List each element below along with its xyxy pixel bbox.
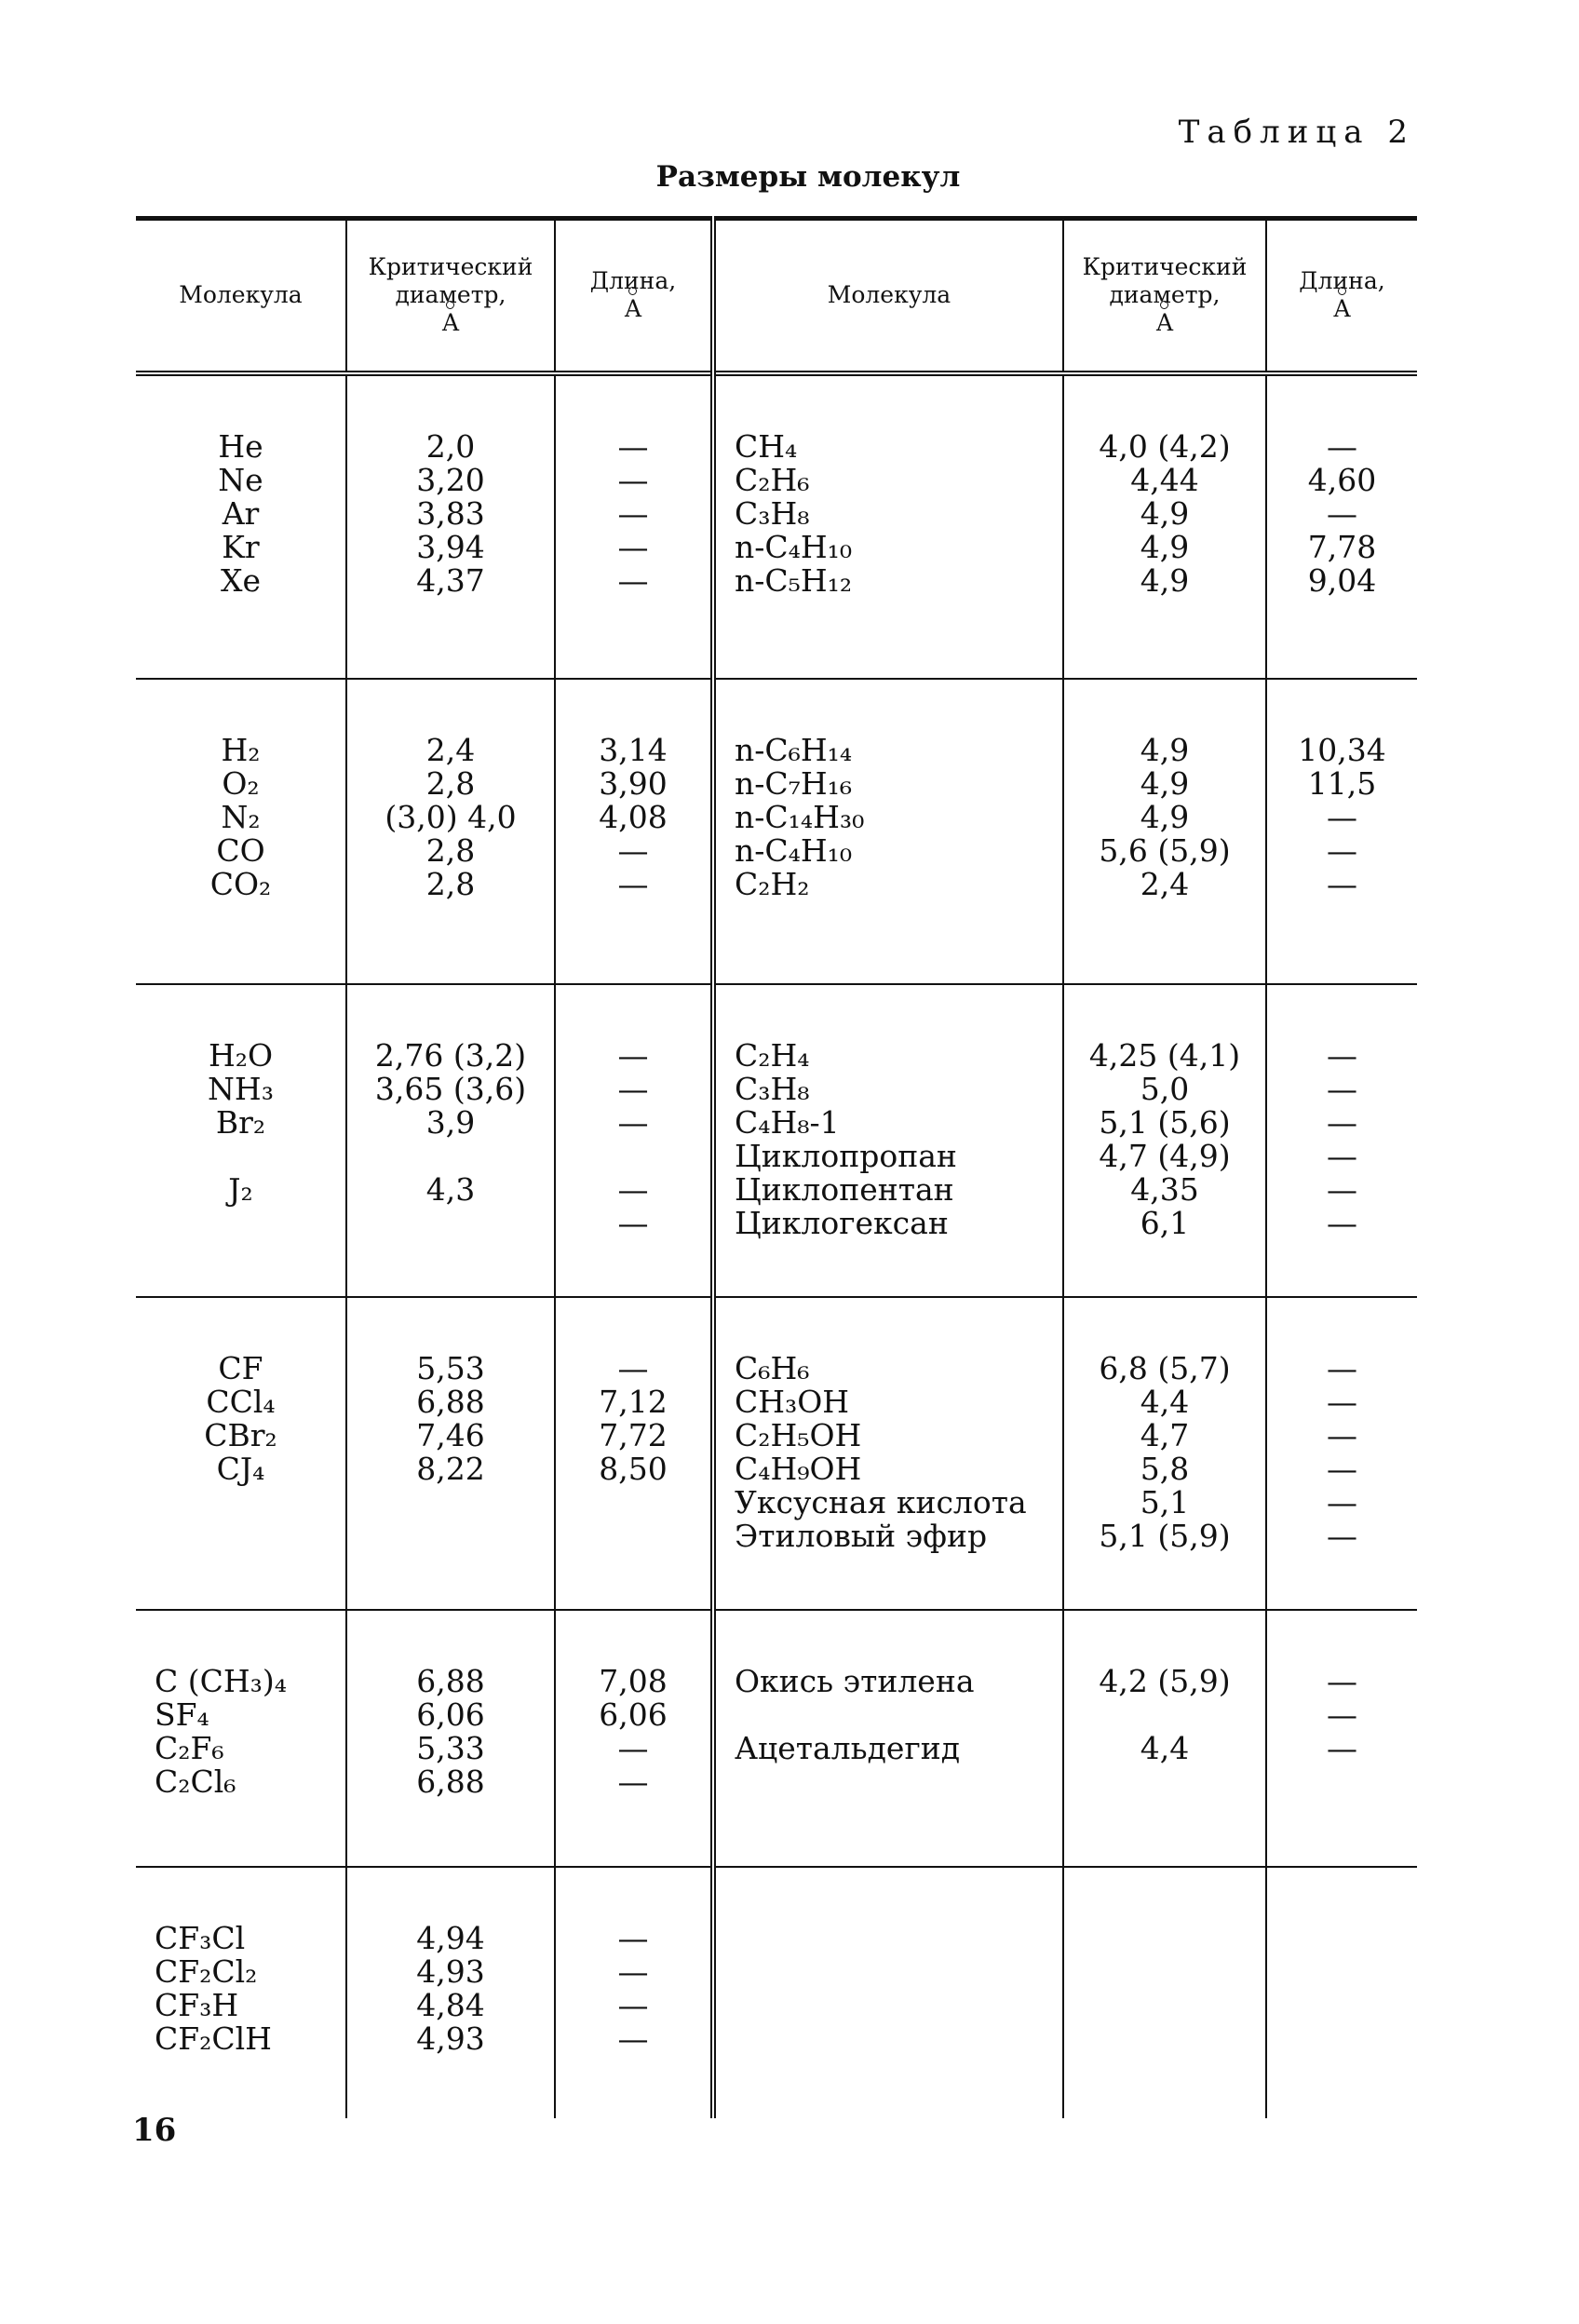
- cell-value: 3,94: [416, 528, 485, 565]
- cell-value: 8,22: [416, 1450, 485, 1487]
- cell-value: 6,1: [1140, 1204, 1190, 1241]
- cell-value: 4,9: [1140, 798, 1190, 835]
- table-row: [136, 1297, 1417, 1610]
- cell-value: Xe: [220, 561, 262, 599]
- cell-value: CO: [216, 831, 265, 869]
- table-row: [136, 679, 1417, 984]
- cell-value: CF₂ClH: [155, 2020, 272, 2057]
- cell-value: —: [1327, 1696, 1357, 1733]
- cell-value: —: [617, 831, 649, 869]
- cell-value: CH₄: [735, 427, 798, 465]
- cell-value: 4,9: [1140, 528, 1190, 565]
- table-row: [136, 1867, 1417, 2118]
- critical-diameter-cell: [346, 373, 555, 679]
- cell-value: 4,60: [1307, 461, 1377, 498]
- cell-value: C₃H₈: [735, 1070, 810, 1107]
- cell-value: —: [617, 1036, 649, 1074]
- cell-value: [348, 1207, 553, 1240]
- cell-value: —: [1327, 798, 1357, 835]
- cell-value: —: [617, 1204, 649, 1241]
- cell-value: 2,4: [425, 731, 476, 768]
- cell-value: CCl₄: [206, 1383, 276, 1420]
- cell-value: —: [617, 2020, 649, 2057]
- cell-value: —: [1327, 1036, 1357, 1074]
- cell-value: Окись этилена: [735, 1662, 975, 1699]
- molecule-cell: [136, 679, 346, 984]
- cell-value: 4,35: [1130, 1170, 1199, 1208]
- cell-value: 9,04: [1307, 561, 1377, 599]
- cell-value: n-C₄H₁₀: [735, 831, 853, 869]
- cell-value: n-C₇H₁₆: [735, 764, 853, 802]
- cell-value: —: [1327, 1383, 1357, 1420]
- cell-value: —: [1327, 427, 1357, 465]
- cell-value: 4,84: [416, 1986, 485, 2023]
- critical-diameter-cell: [346, 679, 555, 984]
- cell-value: 4,7: [1140, 1416, 1190, 1453]
- molecule-cell: [136, 1297, 346, 1610]
- cell-value: C₂Cl₆: [155, 1763, 236, 1800]
- cell-value: C₄H₈-1: [735, 1103, 840, 1141]
- critical-diameter-cell: [346, 1867, 555, 2118]
- angstrom-symbol: A: [1155, 309, 1174, 337]
- cell-value: —: [1327, 1070, 1357, 1107]
- cell-value: 4,37: [416, 561, 485, 599]
- cell-value: 4,3: [425, 1170, 476, 1208]
- length-cell: [1266, 373, 1417, 679]
- cell-value: n-C₁₄H₃₀: [735, 798, 865, 835]
- cell-value: [137, 1207, 344, 1240]
- cell-value: Ацетальдегид: [735, 1729, 961, 1766]
- cell-value: Ar: [222, 494, 260, 532]
- cell-value: CH₃OH: [735, 1383, 850, 1420]
- cell-value: 2,0: [425, 427, 476, 465]
- cell-value: He: [218, 427, 263, 465]
- cell-value: [348, 1140, 553, 1173]
- cell-value: CF: [218, 1349, 263, 1386]
- critical-diameter-cell: [1063, 1867, 1266, 2118]
- critical-diameter-cell: [1063, 679, 1266, 984]
- header-molecule-right: Молекула: [713, 219, 1063, 373]
- cell-value: —: [1327, 1349, 1357, 1386]
- cell-value: CF₂Cl₂: [155, 1952, 258, 1990]
- cell-value: —: [617, 1170, 649, 1208]
- molecule-sizes-table: [136, 216, 1417, 2118]
- critical-diameter-cell: [346, 984, 555, 1297]
- cell-value: CF₃H: [155, 1986, 239, 2023]
- cell-value: [735, 1698, 1061, 1732]
- length-cell: [1266, 1610, 1417, 1867]
- cell-value: —: [617, 1070, 649, 1107]
- cell-value: —: [1327, 1416, 1357, 1453]
- cell-value: 2,76 (3,2): [374, 1036, 527, 1074]
- cell-value: C₆H₆: [735, 1349, 810, 1386]
- cell-value: 6,06: [416, 1696, 485, 1733]
- cell-value: CO₂: [209, 865, 272, 902]
- cell-value: —: [1327, 1517, 1357, 1554]
- table-caption: Таблица 2: [1178, 114, 1415, 151]
- cell-value: —: [617, 1349, 649, 1386]
- cell-value: —: [617, 865, 649, 902]
- length-cell: [555, 984, 713, 1297]
- cell-value: 4,25 (4,1): [1088, 1036, 1241, 1074]
- molecule-cell: [713, 1867, 1063, 2118]
- cell-value: C₂H₂: [735, 865, 810, 902]
- cell-value: [137, 1140, 344, 1173]
- cell-value: 4,4: [1140, 1383, 1190, 1420]
- cell-value: 7,78: [1307, 528, 1377, 565]
- cell-value: C₃H₈: [735, 494, 810, 532]
- table-row: [136, 373, 1417, 679]
- header-critical-diameter-left: Критический диаметр, A: [346, 219, 555, 373]
- header-length-right: Длина, A: [1266, 219, 1417, 373]
- cell-value: H₂O: [208, 1036, 274, 1074]
- cell-value: —: [1327, 1204, 1357, 1241]
- cell-value: Циклопропан: [735, 1137, 957, 1174]
- cell-value: 4,93: [416, 1952, 485, 1990]
- cell-value: 4,44: [1130, 461, 1199, 498]
- cell-value: 4,4: [1140, 1729, 1190, 1766]
- cell-value: —: [617, 1729, 649, 1766]
- cell-value: Циклопентан: [735, 1170, 954, 1208]
- header-row: [136, 219, 1417, 373]
- table-row: [136, 1610, 1417, 1867]
- cell-value: Kr: [222, 528, 260, 565]
- cell-value: —: [617, 1952, 649, 1990]
- cell-value: 3,14: [599, 731, 668, 768]
- cell-value: 5,1: [1140, 1483, 1190, 1520]
- cell-value: 4,9: [1140, 561, 1190, 599]
- molecule-cell: [713, 679, 1063, 984]
- table-row: [136, 984, 1417, 1297]
- cell-value: C₂H₄: [735, 1036, 810, 1074]
- cell-value: 6,88: [416, 1662, 485, 1699]
- cell-value: 7,08: [599, 1662, 668, 1699]
- cell-value: —: [617, 1103, 649, 1141]
- cell-value: n-C₆H₁₄: [735, 731, 853, 768]
- cell-value: Br₂: [215, 1103, 266, 1141]
- cell-value: (3,0) 4,0: [385, 798, 517, 835]
- critical-diameter-cell: [1063, 373, 1266, 679]
- molecule-cell: [713, 1297, 1063, 1610]
- cell-value: 7,46: [416, 1416, 485, 1453]
- cell-value: 4,08: [599, 798, 668, 835]
- header-molecule-left: Молекула: [179, 281, 303, 309]
- cell-value: 6,88: [416, 1383, 485, 1420]
- cell-value: 10,34: [1298, 731, 1386, 768]
- cell-value: [1065, 1698, 1264, 1732]
- cell-value: —: [617, 561, 649, 599]
- cell-value: 3,83: [416, 494, 485, 532]
- length-cell: [1266, 1297, 1417, 1610]
- cell-value: —: [1327, 1483, 1357, 1520]
- cell-value: 3,65 (3,6): [374, 1070, 527, 1107]
- cell-value: 5,0: [1140, 1070, 1190, 1107]
- angstrom-symbol: A: [1333, 295, 1351, 323]
- length-cell: [1266, 984, 1417, 1297]
- cell-value: —: [617, 1763, 649, 1800]
- cell-value: n-C₅H₁₂: [735, 561, 853, 599]
- molecule-cell: [136, 984, 346, 1297]
- length-cell: [555, 679, 713, 984]
- cell-value: 6,88: [416, 1763, 485, 1800]
- cell-value: [557, 1140, 709, 1173]
- critical-diameter-cell: [1063, 1610, 1266, 1867]
- cell-value: Ne: [218, 461, 263, 498]
- cell-value: 4,9: [1140, 764, 1190, 802]
- length-cell: [1266, 1867, 1417, 2118]
- length-cell: [555, 1867, 713, 2118]
- cell-value: 4,94: [416, 1919, 485, 1956]
- cell-value: Этиловый эфир: [735, 1517, 988, 1554]
- cell-value: SF₄: [155, 1696, 209, 1733]
- cell-value: —: [617, 427, 649, 465]
- cell-value: C (CH₃)₄: [155, 1662, 287, 1699]
- header-length-left: Длина, A: [555, 219, 713, 373]
- length-cell: [555, 1297, 713, 1610]
- cell-value: 7,12: [599, 1383, 668, 1420]
- critical-diameter-cell: [1063, 984, 1266, 1297]
- cell-value: 4,9: [1140, 494, 1190, 532]
- cell-value: 3,90: [599, 764, 668, 802]
- molecule-cell: [136, 1867, 346, 2118]
- cell-value: Уксусная кислота: [735, 1483, 1027, 1520]
- cell-value: 4,2 (5,9): [1099, 1662, 1231, 1699]
- cell-value: 2,4: [1140, 865, 1190, 902]
- critical-diameter-cell: [1063, 1297, 1266, 1610]
- molecule-cell: [136, 1610, 346, 1867]
- angstrom-symbol: A: [441, 309, 460, 337]
- cell-value: J₂: [228, 1170, 253, 1208]
- cell-value: 5,6 (5,9): [1099, 831, 1231, 869]
- cell-value: —: [1327, 865, 1357, 902]
- critical-diameter-cell: [346, 1610, 555, 1867]
- cell-value: 5,1 (5,9): [1099, 1517, 1231, 1554]
- cell-value: 3,20: [416, 461, 485, 498]
- length-cell: [1266, 679, 1417, 984]
- cell-value: NH₃: [208, 1070, 274, 1107]
- cell-value: H₂: [221, 731, 261, 768]
- table-title: Размеры молекул: [655, 160, 961, 194]
- length-cell: [555, 1610, 713, 1867]
- angstrom-symbol: A: [624, 295, 642, 323]
- cell-value: 5,33: [416, 1729, 485, 1766]
- critical-diameter-cell: [346, 1297, 555, 1610]
- cell-value: 5,8: [1140, 1450, 1190, 1487]
- cell-value: —: [1327, 1729, 1357, 1766]
- cell-value: CBr₂: [204, 1416, 277, 1453]
- molecule-cell: [136, 373, 346, 679]
- cell-value: —: [1327, 1170, 1357, 1208]
- cell-value: 11,5: [1307, 764, 1377, 802]
- cell-value: 3,9: [425, 1103, 476, 1141]
- cell-value: C₂H₆: [735, 461, 810, 498]
- cell-value: —: [1327, 1450, 1357, 1487]
- cell-value: —: [617, 528, 649, 565]
- cell-value: 4,9: [1140, 731, 1190, 768]
- cell-value: C₂F₆: [155, 1729, 224, 1766]
- cell-value: C₄H₉OH: [735, 1450, 862, 1487]
- cell-value: —: [617, 461, 649, 498]
- cell-value: 8,50: [599, 1450, 668, 1487]
- cell-value: N₂: [221, 798, 261, 835]
- molecule-cell: [713, 1610, 1063, 1867]
- cell-value: 4,7 (4,9): [1099, 1137, 1231, 1174]
- cell-value: 7,72: [599, 1416, 668, 1453]
- cell-value: 4,93: [416, 2020, 485, 2057]
- cell-value: O₂: [222, 764, 260, 802]
- cell-value: —: [617, 494, 649, 532]
- cell-value: 6,8 (5,7): [1099, 1349, 1231, 1386]
- cell-value: —: [1327, 1662, 1357, 1699]
- cell-value: 2,8: [425, 831, 476, 869]
- page-number: 16: [132, 2112, 177, 2149]
- cell-value: 2,8: [425, 764, 476, 802]
- cell-value: 4,0 (4,2): [1099, 427, 1231, 465]
- cell-value: —: [617, 1919, 649, 1956]
- cell-value: 5,1 (5,6): [1099, 1103, 1231, 1141]
- molecule-cell: [713, 373, 1063, 679]
- molecule-cell: [713, 984, 1063, 1297]
- cell-value: —: [617, 1986, 649, 2023]
- cell-value: 6,06: [599, 1696, 668, 1733]
- cell-value: CJ₄: [216, 1450, 265, 1487]
- cell-value: —: [1327, 1103, 1357, 1141]
- cell-value: C₂H₅OH: [735, 1416, 862, 1453]
- length-cell: [555, 373, 713, 679]
- header-critical-diameter-right: Критический диаметр, A: [1063, 219, 1266, 373]
- cell-value: n-C₄H₁₀: [735, 528, 853, 565]
- cell-value: —: [1327, 831, 1357, 869]
- cell-value: CF₃Cl: [155, 1919, 246, 1956]
- cell-value: —: [1327, 494, 1357, 532]
- cell-value: 2,8: [425, 865, 476, 902]
- cell-value: Циклогексан: [735, 1204, 949, 1241]
- cell-value: —: [1327, 1137, 1357, 1174]
- cell-value: 5,53: [416, 1349, 485, 1386]
